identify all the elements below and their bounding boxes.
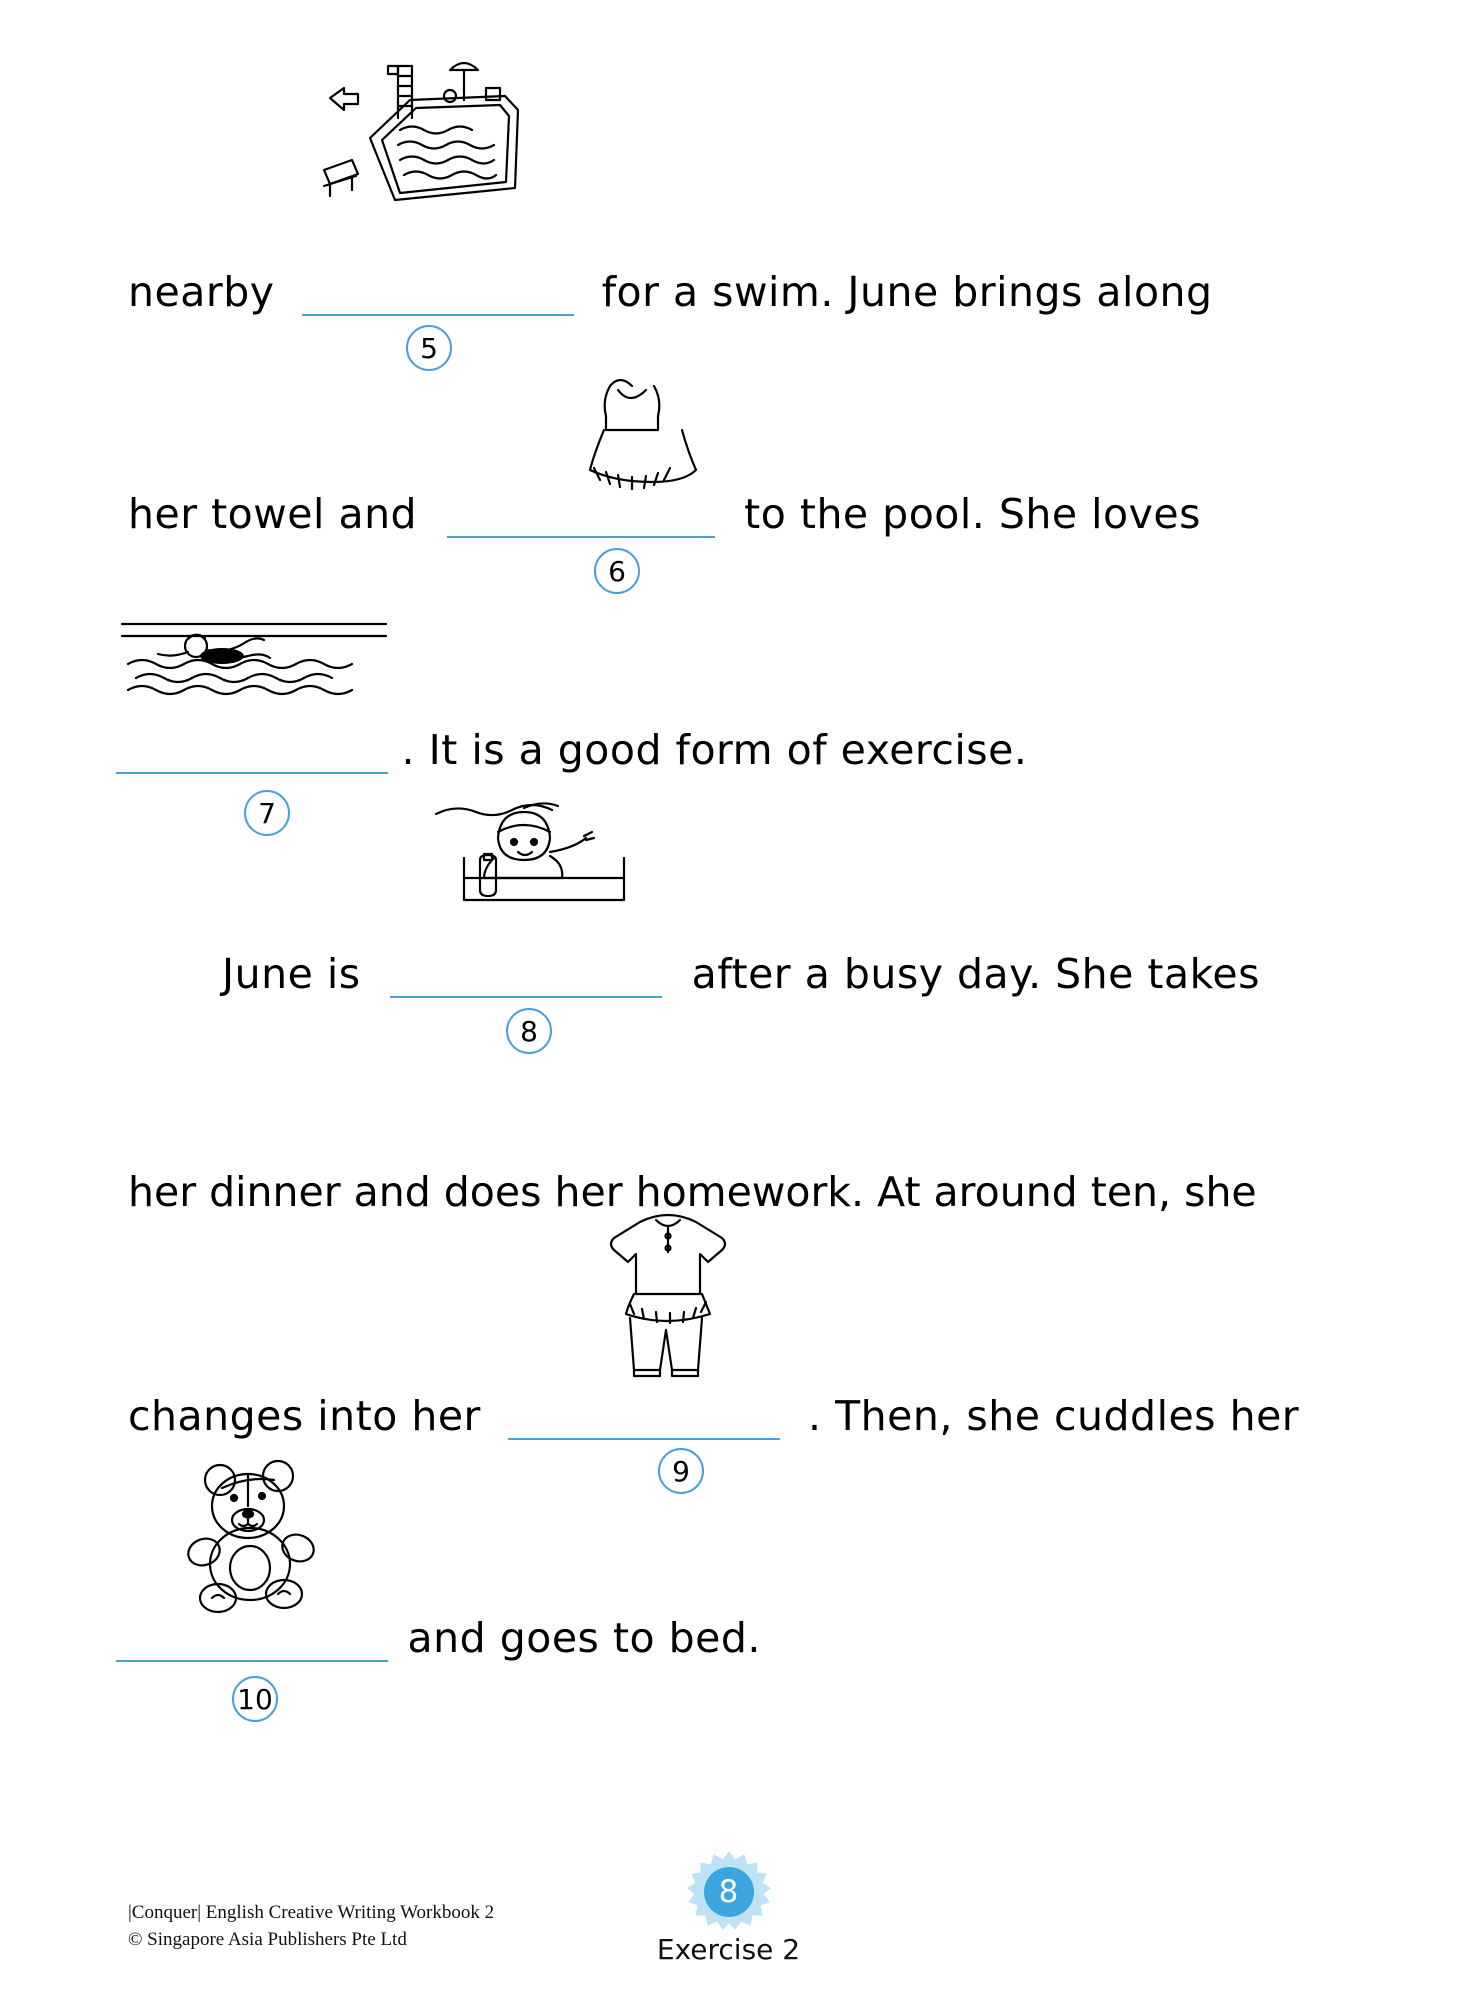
line4-before: June is: [222, 950, 361, 998]
line4-after: after a busy day. She takes: [691, 950, 1260, 998]
line6-before: changes into her: [128, 1392, 481, 1440]
blank-number-7: 7: [244, 790, 290, 836]
answer-blank-9[interactable]: [508, 1400, 780, 1440]
footer-line-1: |Conquer| English Creative Writing Workbook 2: [128, 1901, 495, 1923]
blank-number-8: 8: [506, 1008, 552, 1054]
answer-blank-10[interactable]: [116, 1622, 388, 1662]
passage-line-6: [128, 1392, 1299, 1440]
passage-line-1: [128, 268, 1213, 316]
blank-number-5: 5: [406, 325, 452, 371]
footer-copyright: [128, 1899, 494, 1954]
line1-after: for a swim. June brings along: [601, 268, 1213, 316]
answer-blank-7[interactable]: [116, 734, 388, 774]
line6-after: . Then, she cuddles her: [808, 1392, 1300, 1440]
line1-before: nearby: [128, 268, 275, 316]
page-number: 8: [718, 1874, 739, 1910]
pyjamas-illustration: [578, 1200, 758, 1380]
line7-after: and goes to bed.: [407, 1614, 761, 1662]
line2-before: her towel and: [128, 490, 418, 538]
blank-number-10: 10: [232, 1676, 278, 1722]
page-number-badge: [687, 1850, 771, 1934]
blank-number-6: 6: [594, 548, 640, 594]
answer-blank-5[interactable]: [302, 276, 574, 316]
line3-after: . It is a good form of exercise.: [401, 726, 1028, 774]
tired-girl-illustration: [428, 792, 658, 912]
footer-line-2: © Singapore Asia Publishers Pte Ltd: [128, 1929, 407, 1951]
swimmer-illustration: [118, 612, 398, 702]
exercise-label: Exercise 2: [656, 1933, 801, 1966]
teddy-bear-illustration: [178, 1440, 338, 1620]
blank-number-9: 9: [658, 1448, 704, 1494]
line2-after: to the pool. She loves: [744, 490, 1201, 538]
answer-blank-6[interactable]: [447, 498, 715, 538]
swimming-pool-illustration: [300, 48, 560, 208]
answer-blank-8[interactable]: [390, 958, 662, 998]
passage-line-4: [222, 950, 1260, 998]
passage-line-5: her dinner and does her homework. At around ten, she: [128, 1168, 1257, 1216]
passage-line-7: [116, 1614, 761, 1662]
passage-line-2: [128, 490, 1201, 538]
passage-line-3: [116, 726, 1027, 774]
swimsuit-illustration: [560, 368, 710, 498]
